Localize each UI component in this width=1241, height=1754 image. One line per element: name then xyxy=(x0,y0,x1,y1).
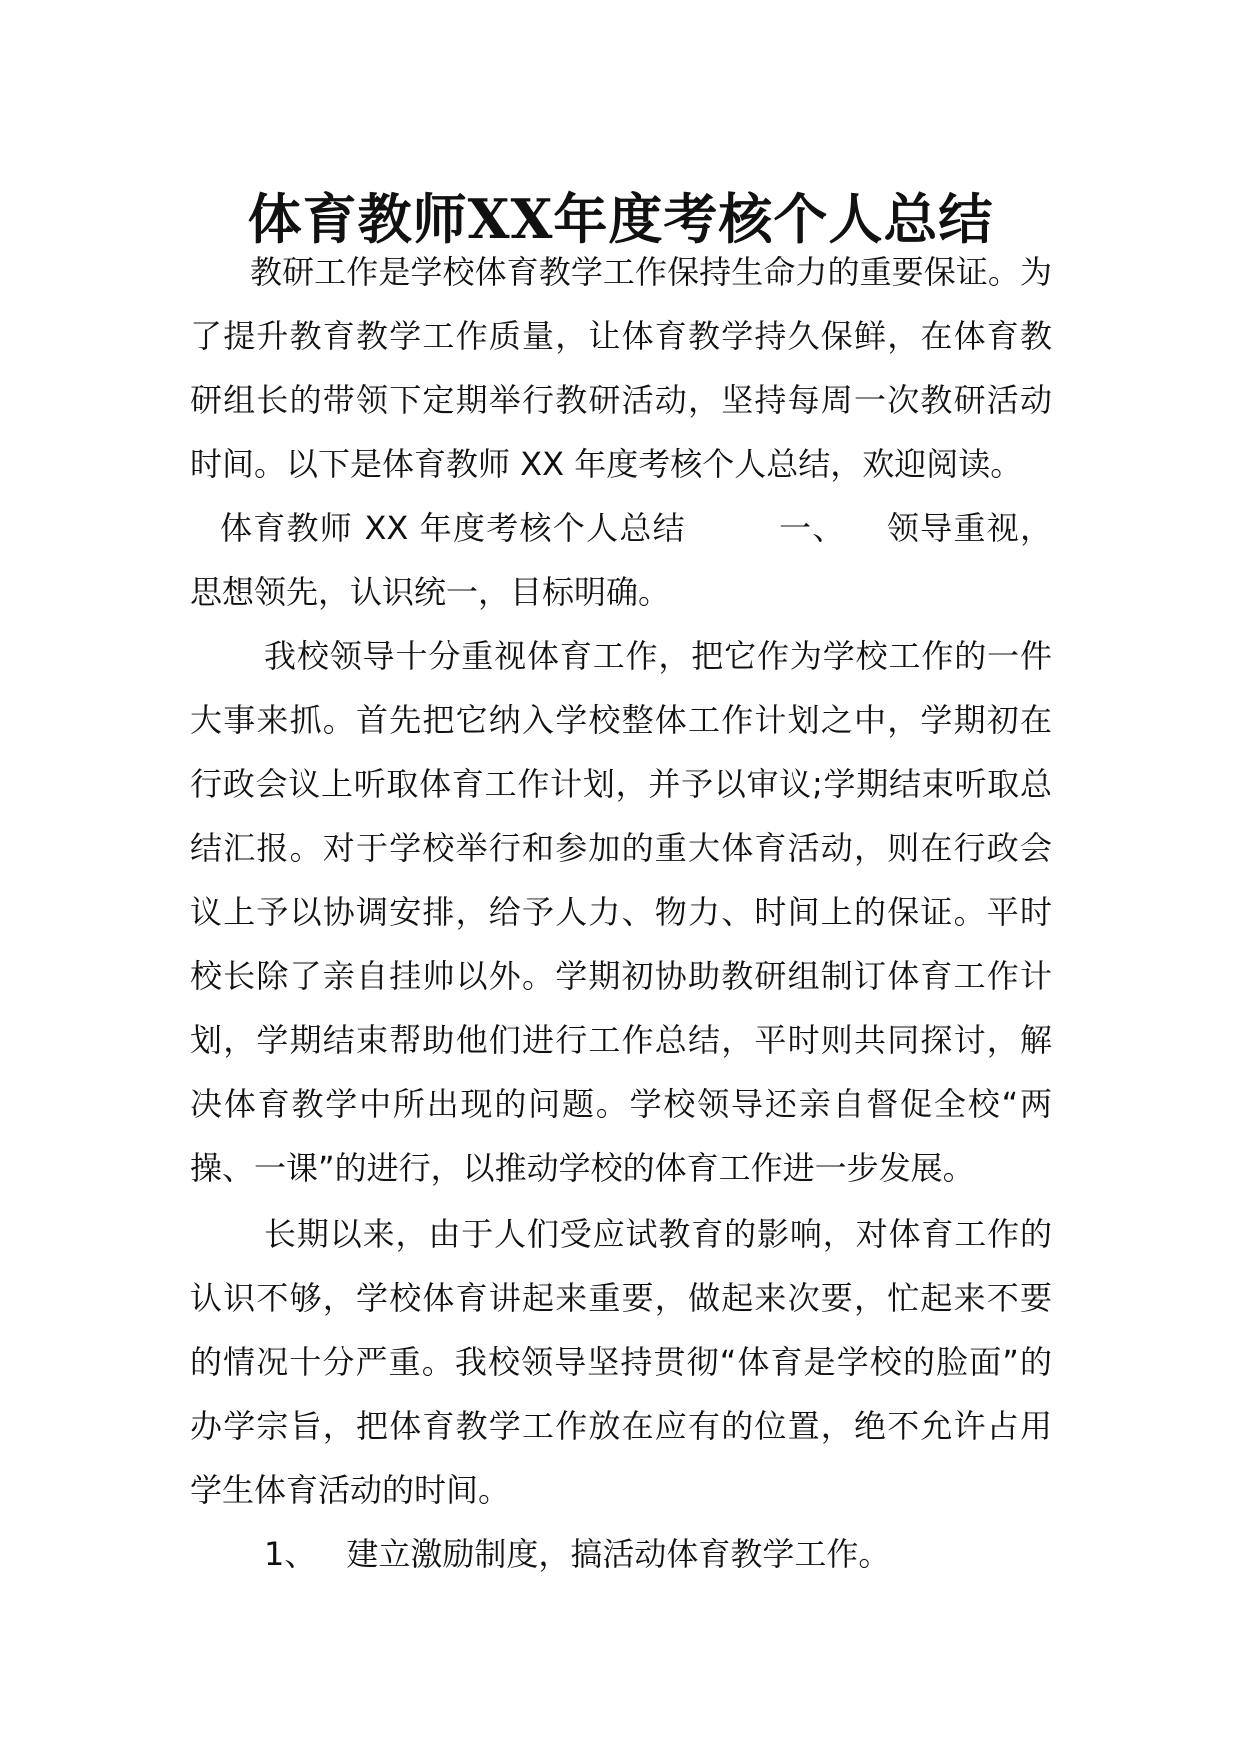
section-intro-title: 体育教师 XX 年度考核个人总结 xyxy=(220,509,686,547)
item-one-text: 建立激励制度，搞活动体育教学工作。 xyxy=(346,1535,891,1573)
item-one-number: 1、 xyxy=(264,1535,317,1573)
intro-text: 教研工作是学校体育教学工作保持生命力的重要保证。为了提升教育教学工作质量，让体育教学持久保鲜，在体育教研组长的带领下定期举行教研活动，坚持每周一次教研活动时间。以下是体育教师 XX 年度考核个人总结，欢迎阅读。 xyxy=(190,253,1052,483)
leadership-text: 我校领导十分重视体育工作，把它作为学校工作的一件大事来抓。首先把它纳入学校整体工作计划之中，学期初在行政会议上听取体育工作计划，并予以审议;学期结束听取总结汇报。对于学校举行和参加的重大体育活动，则在行政会议上予以协调安排，给予人力、物力、时间上的保证。平时校长除了亲自挂帅以外。学期初协助教研组制订体育工作计划，学期结束帮助他们进行工作总结，平时则共同探讨，解决体育教学中所出现的问题。学校领导还亲自督促全校“两操、一课”的进行，以推动学校的体育工作进一步发展。 xyxy=(190,637,1052,1187)
long-term-text: 长期以来，由于人们受应试教育的影响，对体育工作的认识不够，学校体育讲起来重要，做起来次要，忙起来不要的情况十分严重。我校领导坚持贯彻“体育是学校的脸面”的办学宗旨，把体育教学工作放在应有的位置，绝不允许占用学生体育活动的时间。 xyxy=(190,1215,1052,1509)
item-one-line xyxy=(190,1522,1052,1586)
section-one-line xyxy=(190,496,1052,624)
item-one-paragraph xyxy=(190,1522,1052,1586)
intro-paragraph xyxy=(190,240,1052,496)
section-one-heading-paragraph xyxy=(190,496,1052,624)
long-term-paragraph xyxy=(190,1202,1052,1522)
document-title: 体育教师XX年度考核个人总结 xyxy=(247,187,994,252)
section-one-heading: 领导重视，思想领先，认识统一，目标明确。 xyxy=(190,509,1052,611)
leadership-paragraph xyxy=(190,624,1052,1200)
section-one-number: 一、 xyxy=(777,509,846,547)
